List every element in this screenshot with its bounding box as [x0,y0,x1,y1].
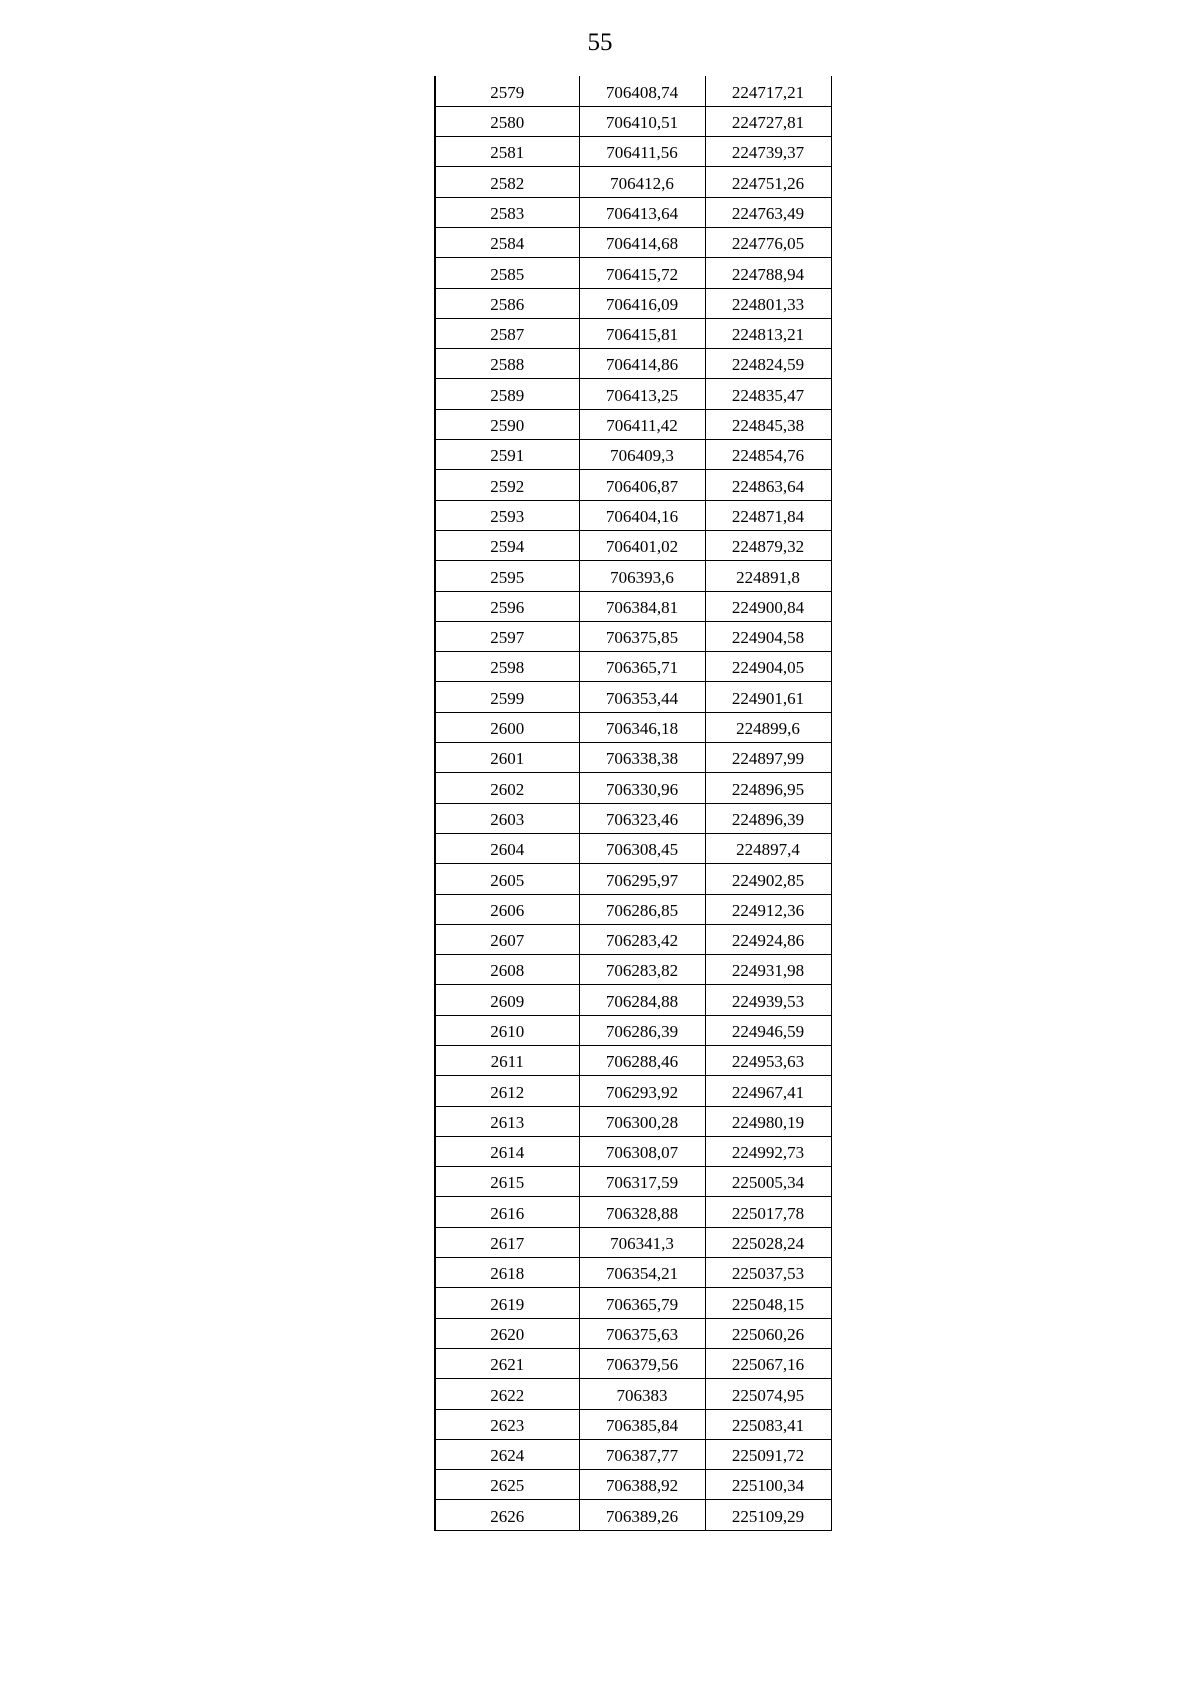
point-number-cell: 2609 [435,985,579,1015]
table-row [435,1076,831,1106]
x-coordinate-cell: 706288,46 [579,1046,705,1076]
x-coordinate-cell: 706323,46 [579,803,705,833]
point-number-cell: 2612 [435,1076,579,1106]
x-coordinate-cell: 706365,71 [579,652,705,682]
point-number-cell: 2606 [435,894,579,924]
table-row [435,803,831,833]
point-number-cell: 2584 [435,227,579,257]
x-coordinate-cell: 706406,87 [579,470,705,500]
y-coordinate-cell: 224980,19 [705,1106,831,1136]
x-coordinate-cell: 706384,81 [579,591,705,621]
table-row [435,1348,831,1378]
table-row [435,1258,831,1288]
table-row [435,682,831,712]
table-row [435,561,831,591]
point-number-cell: 2598 [435,652,579,682]
y-coordinate-cell: 224813,21 [705,318,831,348]
table-row [435,743,831,773]
table-row [435,712,831,742]
table-row [435,985,831,1015]
point-number-cell: 2613 [435,1106,579,1136]
table-row [435,924,831,954]
point-number-cell: 2614 [435,1136,579,1166]
y-coordinate-cell: 224845,38 [705,409,831,439]
x-coordinate-cell: 706341,3 [579,1227,705,1257]
y-coordinate-cell: 224897,99 [705,743,831,773]
x-coordinate-cell: 706286,39 [579,1015,705,1045]
y-coordinate-cell: 224953,63 [705,1046,831,1076]
x-coordinate-cell: 706387,77 [579,1439,705,1469]
y-coordinate-cell: 224897,4 [705,833,831,863]
point-number-cell: 2604 [435,833,579,863]
y-coordinate-cell: 225074,95 [705,1379,831,1409]
x-coordinate-cell: 706286,85 [579,894,705,924]
point-number-cell: 2624 [435,1439,579,1469]
x-coordinate-cell: 706379,56 [579,1348,705,1378]
x-coordinate-cell: 706346,18 [579,712,705,742]
x-coordinate-cell: 706293,92 [579,1076,705,1106]
table-row [435,409,831,439]
x-coordinate-cell: 706389,26 [579,1500,705,1530]
table-row [435,955,831,985]
y-coordinate-cell: 224717,21 [705,76,831,106]
point-number-cell: 2586 [435,288,579,318]
point-number-cell: 2617 [435,1227,579,1257]
table-row [435,167,831,197]
y-coordinate-cell: 224776,05 [705,227,831,257]
y-coordinate-cell: 225109,29 [705,1500,831,1530]
y-coordinate-cell: 224879,32 [705,530,831,560]
table-row [435,470,831,500]
x-coordinate-cell: 706283,82 [579,955,705,985]
x-coordinate-cell: 706393,6 [579,561,705,591]
point-number-cell: 2625 [435,1470,579,1500]
y-coordinate-cell: 224801,33 [705,288,831,318]
point-number-cell: 2582 [435,167,579,197]
coordinates-table-body [435,76,831,1530]
point-number-cell: 2597 [435,621,579,651]
point-number-cell: 2599 [435,682,579,712]
point-number-cell: 2596 [435,591,579,621]
point-number-cell: 2607 [435,924,579,954]
table-row [435,379,831,409]
point-number-cell: 2619 [435,1288,579,1318]
y-coordinate-cell: 224904,58 [705,621,831,651]
point-number-cell: 2591 [435,440,579,470]
table-row [435,500,831,530]
table-row [435,258,831,288]
point-number-cell: 2605 [435,864,579,894]
x-coordinate-cell: 706408,74 [579,76,705,106]
point-number-cell: 2587 [435,318,579,348]
point-number-cell: 2590 [435,409,579,439]
point-number-cell: 2583 [435,197,579,227]
x-coordinate-cell: 706284,88 [579,985,705,1015]
y-coordinate-cell: 224763,49 [705,197,831,227]
point-number-cell: 2615 [435,1167,579,1197]
y-coordinate-cell: 224871,84 [705,500,831,530]
page-number: 55 [587,29,613,56]
table-row [435,137,831,167]
y-coordinate-cell: 224824,59 [705,349,831,379]
x-coordinate-cell: 706412,6 [579,167,705,197]
x-coordinate-cell: 706416,09 [579,288,705,318]
x-coordinate-cell: 706401,02 [579,530,705,560]
table-row [435,197,831,227]
table-row [435,773,831,803]
point-number-cell: 2589 [435,379,579,409]
table-row [435,652,831,682]
y-coordinate-cell: 224891,8 [705,561,831,591]
table-row [435,440,831,470]
y-coordinate-cell: 225037,53 [705,1258,831,1288]
x-coordinate-cell: 706414,68 [579,227,705,257]
point-number-cell: 2608 [435,955,579,985]
x-coordinate-cell: 706375,85 [579,621,705,651]
point-number-cell: 2592 [435,470,579,500]
table-row [435,349,831,379]
y-coordinate-cell: 224902,85 [705,864,831,894]
point-number-cell: 2611 [435,1046,579,1076]
y-coordinate-cell: 225060,26 [705,1318,831,1348]
table-row [435,1227,831,1257]
y-coordinate-cell: 224912,36 [705,894,831,924]
point-number-cell: 2585 [435,258,579,288]
y-coordinate-cell: 225028,24 [705,1227,831,1257]
y-coordinate-cell: 225048,15 [705,1288,831,1318]
x-coordinate-cell: 706365,79 [579,1288,705,1318]
x-coordinate-cell: 706404,16 [579,500,705,530]
point-number-cell: 2626 [435,1500,579,1530]
x-coordinate-cell: 706413,64 [579,197,705,227]
table-row [435,864,831,894]
y-coordinate-cell: 224904,05 [705,652,831,682]
y-coordinate-cell: 224835,47 [705,379,831,409]
x-coordinate-cell: 706410,51 [579,106,705,136]
y-coordinate-cell: 225083,41 [705,1409,831,1439]
x-coordinate-cell: 706411,42 [579,409,705,439]
y-coordinate-cell: 225100,34 [705,1470,831,1500]
point-number-cell: 2616 [435,1197,579,1227]
table-row [435,1288,831,1318]
table-row [435,106,831,136]
point-number-cell: 2621 [435,1348,579,1378]
table-row [435,833,831,863]
x-coordinate-cell: 706354,21 [579,1258,705,1288]
x-coordinate-cell: 706415,72 [579,258,705,288]
x-coordinate-cell: 706383 [579,1379,705,1409]
y-coordinate-cell: 224992,73 [705,1136,831,1166]
table-row [435,1318,831,1348]
y-coordinate-cell: 225017,78 [705,1197,831,1227]
x-coordinate-cell: 706330,96 [579,773,705,803]
x-coordinate-cell: 706338,38 [579,743,705,773]
table-row [435,1409,831,1439]
x-coordinate-cell: 706413,25 [579,379,705,409]
y-coordinate-cell: 224727,81 [705,106,831,136]
table-row [435,1470,831,1500]
point-number-cell: 2622 [435,1379,579,1409]
point-number-cell: 2593 [435,500,579,530]
table-row [435,227,831,257]
y-coordinate-cell: 224751,26 [705,167,831,197]
x-coordinate-cell: 706328,88 [579,1197,705,1227]
point-number-cell: 2602 [435,773,579,803]
point-number-cell: 2595 [435,561,579,591]
y-coordinate-cell: 225005,34 [705,1167,831,1197]
table-row [435,591,831,621]
table-row [435,1106,831,1136]
x-coordinate-cell: 706295,97 [579,864,705,894]
table-row [435,1197,831,1227]
coordinates-table [434,76,832,1531]
x-coordinate-cell: 706411,56 [579,137,705,167]
point-number-cell: 2579 [435,76,579,106]
table-row [435,530,831,560]
y-coordinate-cell: 224924,86 [705,924,831,954]
x-coordinate-cell: 706317,59 [579,1167,705,1197]
y-coordinate-cell: 224901,61 [705,682,831,712]
point-number-cell: 2623 [435,1409,579,1439]
table-row [435,318,831,348]
x-coordinate-cell: 706414,86 [579,349,705,379]
x-coordinate-cell: 706415,81 [579,318,705,348]
table-row [435,1015,831,1045]
y-coordinate-cell: 224931,98 [705,955,831,985]
table-row [435,894,831,924]
y-coordinate-cell: 225091,72 [705,1439,831,1469]
y-coordinate-cell: 224863,64 [705,470,831,500]
table-row [435,1167,831,1197]
point-number-cell: 2610 [435,1015,579,1045]
point-number-cell: 2600 [435,712,579,742]
y-coordinate-cell: 224896,39 [705,803,831,833]
y-coordinate-cell: 224900,84 [705,591,831,621]
table-row [435,288,831,318]
x-coordinate-cell: 706283,42 [579,924,705,954]
point-number-cell: 2588 [435,349,579,379]
table-row [435,1379,831,1409]
point-number-cell: 2603 [435,803,579,833]
point-number-cell: 2581 [435,137,579,167]
point-number-cell: 2580 [435,106,579,136]
x-coordinate-cell: 706388,92 [579,1470,705,1500]
x-coordinate-cell: 706308,07 [579,1136,705,1166]
point-number-cell: 2618 [435,1258,579,1288]
x-coordinate-cell: 706409,3 [579,440,705,470]
point-number-cell: 2601 [435,743,579,773]
table-row [435,76,831,106]
y-coordinate-cell: 224899,6 [705,712,831,742]
y-coordinate-cell: 224967,41 [705,1076,831,1106]
x-coordinate-cell: 706300,28 [579,1106,705,1136]
y-coordinate-cell: 224946,59 [705,1015,831,1045]
point-number-cell: 2620 [435,1318,579,1348]
y-coordinate-cell: 224854,76 [705,440,831,470]
y-coordinate-cell: 224788,94 [705,258,831,288]
table-row [435,621,831,651]
table-row [435,1439,831,1469]
x-coordinate-cell: 706375,63 [579,1318,705,1348]
x-coordinate-cell: 706353,44 [579,682,705,712]
table-row [435,1046,831,1076]
y-coordinate-cell: 225067,16 [705,1348,831,1378]
table-row [435,1500,831,1530]
y-coordinate-cell: 224896,95 [705,773,831,803]
point-number-cell: 2594 [435,530,579,560]
x-coordinate-cell: 706385,84 [579,1409,705,1439]
y-coordinate-cell: 224939,53 [705,985,831,1015]
x-coordinate-cell: 706308,45 [579,833,705,863]
y-coordinate-cell: 224739,37 [705,137,831,167]
table-row [435,1136,831,1166]
